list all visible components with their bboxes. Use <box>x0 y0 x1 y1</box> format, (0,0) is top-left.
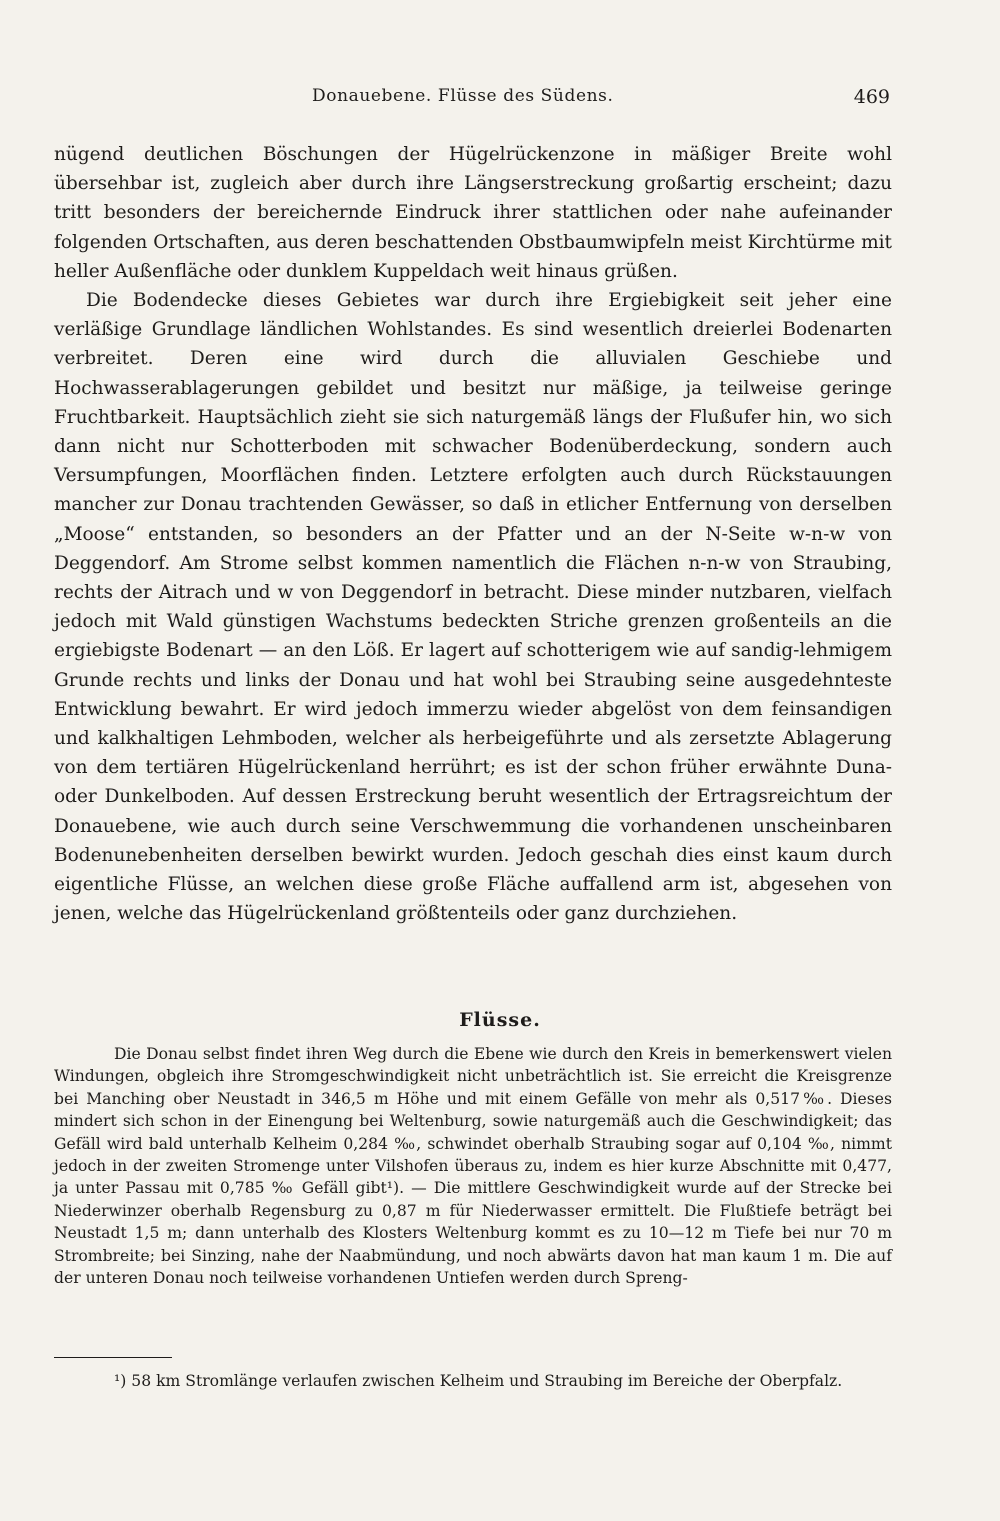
main-text <box>54 140 892 928</box>
running-head <box>0 86 1000 116</box>
section-heading-rivers: Flüsse. <box>459 1009 541 1031</box>
paragraph-danube: Die Donau selbst findet ihren Weg durch die Ebene wie durch den Kreis in bemerkenswert vielen Windungen, obgleich ihre Stromgeschwindigkeit nicht unbeträchtlich ist. Sie erreicht die Kreisgrenze bei Manching ober Neustadt in 346,5 m Höhe und mit einem Gefälle von mehr als 0,517‰. Dieses mindert sich schon in der Einengung bei Weltenburg, sowie naturgemäß auch die Geschwindigkeit; das Gefäll wird bald unterhalb Kelheim 0,284 ‰, schwindet oberhalb Straubing sogar auf 0,104 ‰, nimmt jedoch in der zweiten Stromenge unter Vilshofen überaus zu, indem es hier kurze Abschnitte mit 0,477, ja unter Passau mit 0,785 ‰ Gefäll gibt¹). — Die mittlere Geschwindigkeit wurde auf der Strecke bei Niederwinzer oberhalb Regensburg zu 0,87 m für Niederwasser ermittelt. Die Flußtiefe beträgt bei Neustadt 1,5 m; dann unterhalb des Klosters Weltenburg kommt es zu 10—12 m Tiefe bei nur 70 m Strombreite; bei Sinzing, nahe der Naabmündung, und noch abwärts davon hat man kaum 1 m. Die auf der unteren Donau noch teilweise vorhandenen Untiefen werden durch Spreng- <box>54 1045 892 1288</box>
footnote-rule <box>54 1357 172 1358</box>
paragraph-continuation: nügend deutlichen Böschungen der Hügelrückenzone in mäßiger Breite wohl übersehbar ist, zugleich aber durch ihre Längserstreckung großartig erscheint; dazu tritt besonders der bereichernde Eindruck ihrer stattlichen oder nahe aufeinander folgenden Ortschaften, aus deren beschattenden Obstbaumwipfeln meist Kirchtürme mit heller Außenfläche oder dunklem Kuppeldach weit hinaus grüßen. <box>54 144 892 282</box>
paragraph-soil: Die Bodendecke dieses Gebietes war durch ihre Ergiebigkeit seit jeher eine verläßige Grundlage ländlichen Wohlstandes. Es sind wesentlich dreierlei Bodenarten verbreitet. Deren eine wird durch die alluvialen Geschiebe und Hochwasserablagerungen gebildet und besitzt nur mäßige, ja teilweise geringe Fruchtbarkeit. Hauptsächlich zieht sie sich naturgemäß längs der Flußufer hin, wo sich dann nicht nur Schotterboden mit schwacher Bodenüberdeckung, sondern auch Versumpfungen, Moorflächen finden. Letztere erfolgten auch durch Rückstauungen mancher zur Donau trachtenden Gewässer, so daß in etlicher Entfernung von derselben „Moose“ entstanden, so besonders an der Pfatter und an der N-Seite w-n-w von Deggendorf. Am Strome selbst kommen namentlich die Flächen n-n-w von Straubing, rechts der Aitrach und w von Deggendorf in betracht. Diese minder nutzbaren, vielfach jedoch mit Wald günstigen Wachstums bedeckten Striche grenzen großenteils an die ergiebigste Bodenart — an den Löß. Er lagert auf schotterigem wie auf sandig-lehmigem Grunde rechts und links der Donau und hat wohl bei Straubing seine ausgedehnteste Entwicklung bewahrt. Er wird jedoch immerzu wieder abgelöst von dem feinsandigen und kalkhaltigen Lehmboden, welcher als herbeigeführte und als zersetzte Ablagerung von dem tertiären Hügelrückenland herrührt; es ist der schon früher erwähnte Duna- oder Dunkelboden. Auf dessen Erstreckung beruht wesentlich der Ertragsreichtum der Donauebene, wie auch durch seine Verschwemmung die vorhandenen unscheinbaren Bodenunebenheiten derselben bewirkt wurden. Jedoch geschah dies einst kaum durch eigentliche Flüsse, an welchen diese große Fläche auffallend arm ist, abgesehen von jenen, welche das Hügelrückenland größtenteils oder ganz durchziehen. <box>54 290 892 925</box>
footnote: ¹) 58 km Stromlänge verlaufen zwischen Kelheim und Straubing im Bereiche der Oberpfalz. <box>114 1372 843 1390</box>
page-number: 469 <box>853 86 890 108</box>
running-title: Donauebene. Flüsse des Südens. <box>312 86 614 106</box>
